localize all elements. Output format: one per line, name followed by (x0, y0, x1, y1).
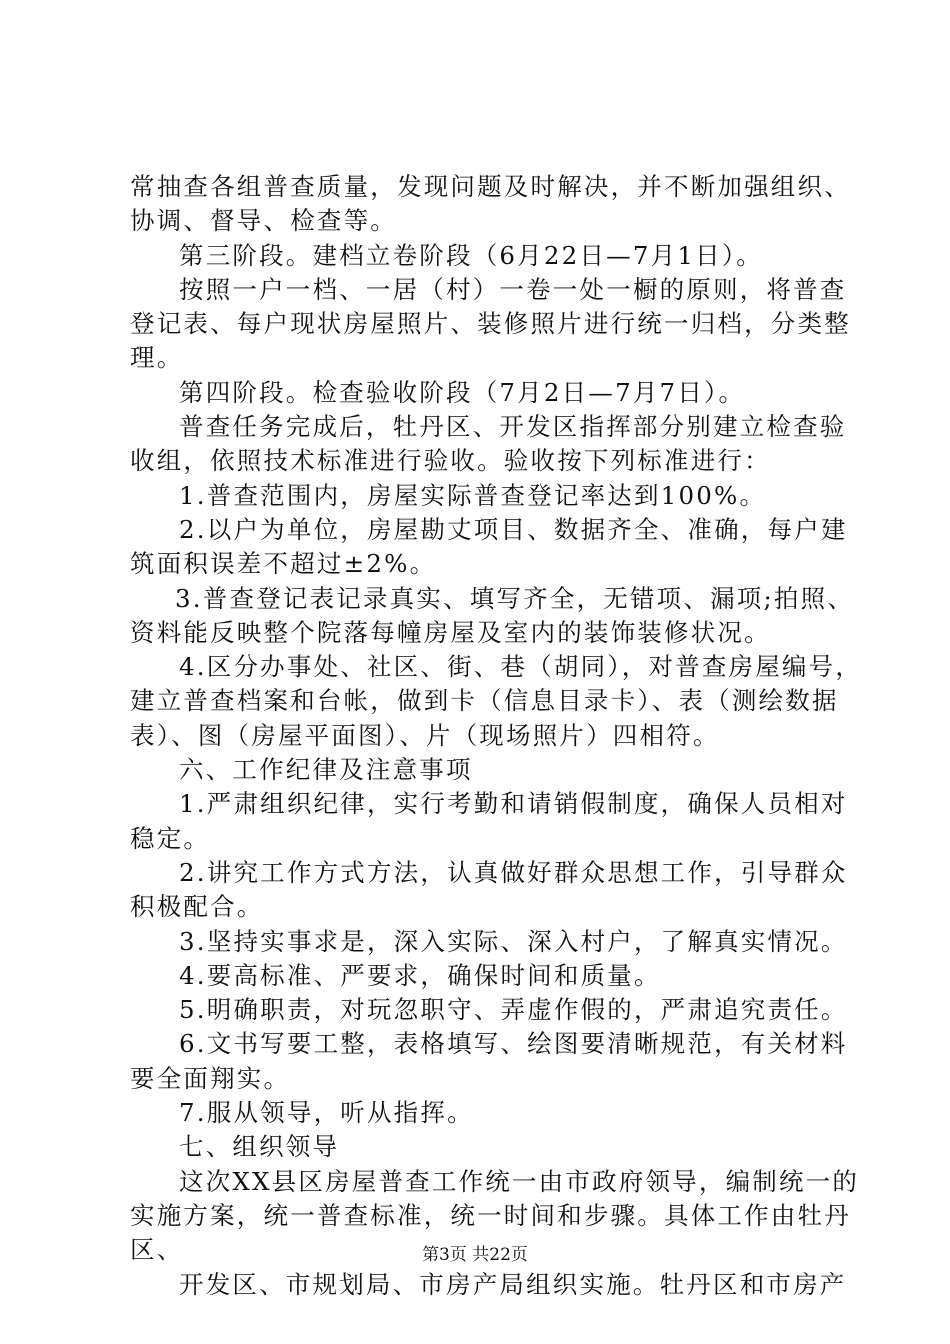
list-item: 2.以户为单位，房屋勘丈项目、数据齐全、准确，每户建 (179, 514, 848, 544)
list-item: 1.严肃组织纪律，实行考勤和请销假制度，确保人员相对 (179, 789, 848, 819)
text-line: 收组，依照技术标准进行验收。验收按下列标准进行： (130, 446, 771, 476)
section-heading-discipline: 六、工作纪律及注意事项 (179, 755, 473, 785)
text-line: 建立普查档案和台帐，做到卡（信息目录卡）、表（测绘数据 (130, 686, 839, 716)
list-item: 5.明确职责，对玩忽职守、弄虚作假的，严肃追究责任。 (179, 995, 848, 1025)
text-line: 要全面翔实。 (130, 1063, 291, 1093)
section-heading-stage-3: 第三阶段。建档立卷阶段（6月22日—7月1日）。 (179, 240, 763, 270)
list-item: 7.服从领导，听从指挥。 (179, 1098, 474, 1128)
text-line: 筑面积误差不超过±2%。 (130, 549, 437, 579)
text-line: 这次XX县区房屋普查工作统一由市政府领导，编制统一的 (179, 1166, 860, 1196)
list-item: 6.文书写要工整，表格填写、绘图要清晰规范，有关材料 (179, 1029, 848, 1059)
text-line: 稳定。 (130, 823, 211, 853)
text-line: 实施方案，统一普查标准，统一时间和步骤。具体工作由牡丹 (130, 1200, 851, 1230)
section-heading-leadership: 七、组织领导 (179, 1132, 340, 1162)
text-line: 区、 (130, 1235, 184, 1265)
text-line: 开发区、市规划局、市房产局组织实施。牡丹区和市房产 (179, 1269, 847, 1299)
list-item: 3.普查登记表记录真实、填写齐全，无错项、漏项;拍照、 (175, 583, 855, 613)
list-item: 1.普查范围内，房屋实际普查登记率达到100%。 (179, 480, 767, 510)
list-item: 2.讲究工作方式方法，认真做好群众思想工作，引导群众 (179, 857, 848, 887)
text-line: 协调、督导、检查等。 (130, 206, 397, 236)
text-line: 资料能反映整个院落每幢房屋及室内的装饰装修状况。 (130, 617, 771, 647)
text-line: 普查任务完成后，牡丹区、开发区指挥部分别建立检查验 (179, 412, 847, 442)
list-item: 4.要高标准、严要求，确保时间和质量。 (179, 960, 661, 990)
text-line: 理。 (130, 343, 184, 373)
text-line: 登记表、每户现状房屋照片、装修照片进行统一归档，分类整 (130, 309, 851, 339)
section-heading-stage-4: 第四阶段。检查验收阶段（7月2日—7月7日）。 (179, 377, 746, 407)
text-line: 积极配合。 (130, 892, 264, 922)
page-number-footer: 第3页 共22页 (422, 1245, 528, 1265)
text-line: 按照一户一档、一居（村）一卷一处一橱的原则，将普查 (179, 274, 847, 304)
text-line: 常抽查各组普查质量，发现问题及时解决，并不断加强组织、 (130, 172, 851, 201)
text-line: 表）、图（房屋平面图）、片（现场照片）四相符。 (130, 720, 720, 750)
list-item: 3.坚持实事求是，深入实际、深入村户，了解真实情况。 (179, 926, 848, 956)
document-body (130, 170, 863, 1302)
list-item: 4.区分办事处、社区、街、巷（胡同），对普查房屋编号， (179, 652, 863, 682)
